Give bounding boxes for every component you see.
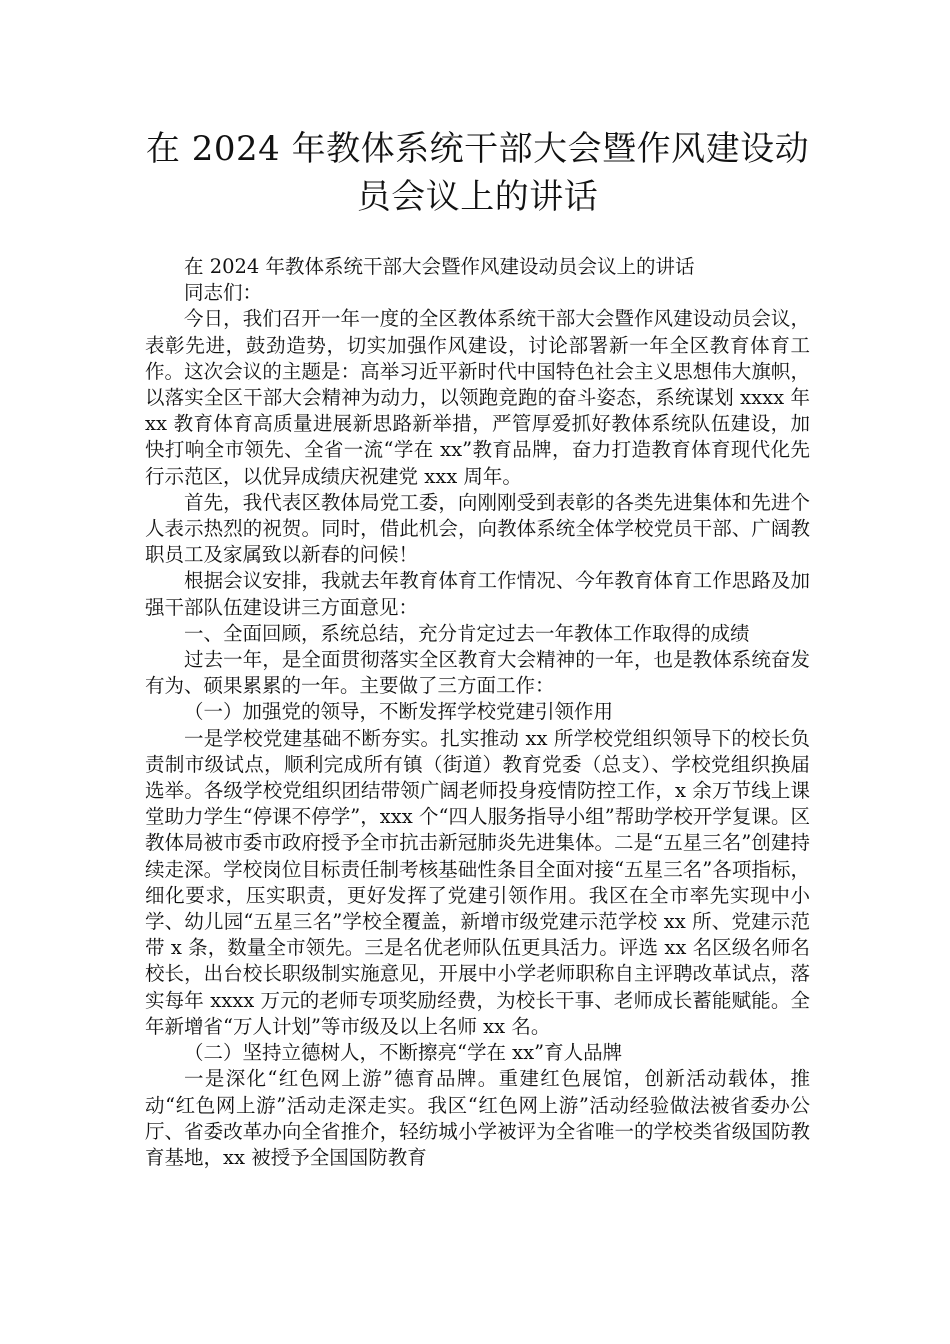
body-paragraph: 一是深化“红色网上游”德育品牌。重建红色展馆，创新活动载体，推动“红色网上游”活动走深走实。我区“红色网上游”活动经验做法被省委办公厅、省委改革办向全省推介，轻纺城小学被评为全省唯一的学校类省级国防教育基地，xx 被授予全国国防教育 — [145, 1067, 810, 1169]
body-paragraph: 根据会议安排，我就去年教育体育工作情况、今年教育体育工作思路及加强干部队伍建设讲三方面意见： — [145, 569, 810, 619]
title-line-2: 员会议上的讲话 — [356, 177, 599, 217]
subsection-heading: （一）加强党的领导，不断发挥学校党建引领作用 — [184, 700, 614, 724]
document-page — [145, 125, 810, 1171]
body-paragraph: 一是学校党建基础不断夯实。扎实推动 xx 所学校党组织领导下的校长负责制市级试点，顺利完成所有镇（街道）教育党委（总支）、学校党组织换届选举。各级学校党组织团结带领广阔老师投身疫情防控工作，x 余万节线上课堂助力学生“停课不停学”，xxx 个“四人服务指导小组”帮助学校开学复课。区教体局被市委市政府授予全市抗击新冠肺炎先进集体。二是“五星三名”创建持续走深。学校岗位目标责任制考核基础性条目全面对接“五星三名”各项指标，细化要求，压实职责，更好发挥了党建引领作用。我区在全市率先实现中小学、幼儿园“五星三名”学校全覆盖，新增市级党建示范学校 xx 所、党建示范带 x 条，数量全市领先。三是名优老师队伍更具活力。评选 xx 名区级名师名校长，出台校长职级制实施意见，开展中小学老师职称自主评聘改革试点，落实每年 xxxx 万元的老师专项奖励经费，为校长干事、老师成长蓄能赋能。全年新增省“万人计划”等市级及以上名师 xx 名。 — [145, 726, 810, 1038]
section-heading: 一、全面回顾，系统总结，充分肯定过去一年教体工作取得的成绩 — [184, 621, 750, 645]
subtitle-paragraph: 在 2024 年教体系统干部大会暨作风建设动员会议上的讲话 — [184, 255, 695, 278]
document-title — [145, 125, 810, 221]
body-paragraph: 过去一年，是全面贯彻落实全区教育大会精神的一年，也是教体系统奋发有为、硕果累累的一年。主要做了三方面工作： — [145, 648, 810, 698]
title-line-1: 在 2024 年教体系统干部大会暨作风建设动 — [145, 129, 810, 169]
salutation: 同志们： — [184, 281, 263, 305]
document-body — [145, 254, 810, 1171]
subsection-heading: （二）坚持立德树人，不断擦亮“学在 xx”育人品牌 — [184, 1041, 623, 1065]
body-paragraph: 首先，我代表区教体局党工委，向刚刚受到表彰的各类先进集体和先进个人表示热烈的祝贺。同时，借此机会，向教体系统全体学校党员干部、广阔教职员工及家属致以新春的问候！ — [145, 490, 810, 567]
body-paragraph: 今日，我们召开一年一度的全区教体系统干部大会暨作风建设动员会议，表彰先进，鼓劲造势，切实加强作风建设，讨论部署新一年全区教育体育工作。这次会议的主题是：高举习近平新时代中国特色社会主义思想伟大旗帜，以落实全区干部大会精神为动力，以领跑竞跑的奋斗姿态，系统谋划 xxxx 年 xx 教育体育高质量进展新思路新举措，严管厚爱抓好教体系统队伍建设，加快打响全市领先、全省一流“学在 xx”教育品牌，奋力打造教育体育现代化先行示范区，以优异成绩庆祝建党 xxx 周年。 — [145, 307, 810, 488]
